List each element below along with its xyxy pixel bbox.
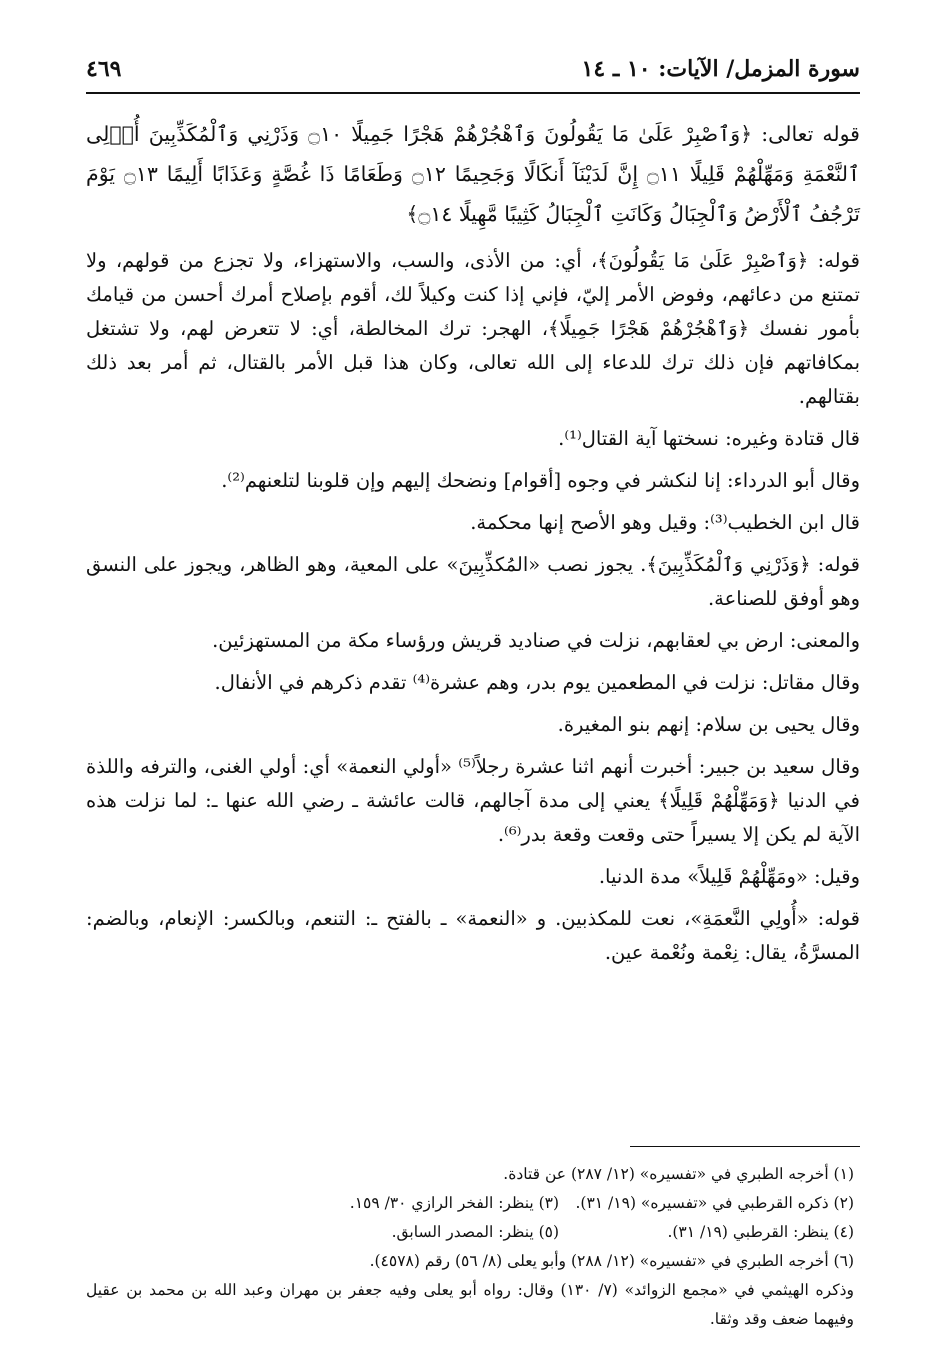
footnote-1: (١) أخرجه الطبري في «تفسيره» (١٢/ ٢٨٧) عن قتادة. bbox=[503, 1165, 854, 1183]
paragraph: وقيل: «ومَهِّلْهُمْ قَلِيلاً» مدة الدنيا. bbox=[598, 865, 860, 888]
paragraph: قال ابن الخطيب⁽³⁾: وقيل وهو الأصح إنها محكمة. bbox=[470, 511, 860, 534]
footnote-6: (٦) أخرجه الطبري في «تفسيره» (١٢/ ٢٨٨) وأبو يعلى (٨/ ٥٦) رقم (٤٥٧٨). bbox=[369, 1252, 854, 1270]
page-number: ٤٦٩ bbox=[86, 56, 122, 82]
footnote-2: (٢) ذكره القرطبي في «تفسيره» (١٩/ ٣١). bbox=[575, 1194, 854, 1212]
paragraph: قوله: ﴿وَذَرْنِي وَٱلْمُكَذِّبِينَ﴾. يجوز نصب «المُكذِّبِينَ» على المعية، وهو الظاهر، ويجوز على النسق وهو أوفق للصناعة. bbox=[86, 553, 860, 610]
footnote-5: (٥) ينظر: المصدر السابق. bbox=[391, 1223, 560, 1241]
verse-paragraph: قوله تعالى: ﴿وَٱصْبِرْ عَلَىٰ مَا يَقُولُونَ وَٱهْجُرْهُمْ هَجْرًا جَمِيلًا ۝١٠ وَذَرْنِي وَٱلْمُكَذِّبِينَ أُو۟لِى ٱلنَّعْمَةِ وَمَهِّلْهُمْ قَلِيلًا ۝١١ إِنَّ لَدَيْنَآ أَنكَالًا وَجَحِيمًا ۝١٢ وَطَعَامًا ذَا غُصَّةٍ وَعَذَابًا أَلِيمًا ۝١٣ يَوْمَ تَرْجُفُ ٱلْأَرْضُ وَٱلْجِبَالُ وَكَانَتِ ٱلْجِبَالُ كَثِيبًا مَّهِيلًا ۝١٤﴾ bbox=[86, 122, 860, 226]
paragraph: قوله: ﴿وَٱصْبِرْ عَلَىٰ مَا يَقُولُونَ﴾، أي: من الأذى، والسب، والاستهزاء، ولا تجزع من قولهم، ولا تمتنع من دعائهم، وفوض الأمر إليّ، فإني إذا كنت وكيلاً لك، أقوم بإصلاح أمرك أحسن من قيامك بأمور نفسك ﴿وَٱهْجُرْهُمْ هَجْرًا جَمِيلًا﴾، الهجر: ترك المخالطة، أي: لا تتعرض لهم، ولا تشتغل بمكافاتهم فإن ذلك ترك للدعاء إلى الله تعالى، وكان هذا قبل الأمر بالقتال، ثم أمر بعد ذلك بقتالهم. bbox=[86, 249, 860, 408]
main-text bbox=[86, 114, 860, 978]
footnote-6-continuation: وذكره الهيثمي في «مجمع الزوائد» (٧/ ١٣٠) وقال: رواه أبو يعلى وفيه جعفر بن مهران وعبد الله بن محمد بن عقيل وفيهما ضعف وقد وثقا. bbox=[86, 1281, 854, 1328]
paragraph: وقال يحيى بن سلام: إنهم بنو المغيرة. bbox=[557, 713, 860, 736]
footnote-row bbox=[86, 1189, 860, 1218]
book-page bbox=[86, 52, 860, 1342]
footnote-row bbox=[86, 1218, 860, 1247]
paragraph: قال قتادة وغيره: نسختها آية القتال⁽¹⁾. bbox=[558, 427, 860, 450]
paragraph: وقال أبو الدرداء: إنا لنكشر في وجوه [أقوام] ونضحك إليهم وإن قلوبنا لتلعنهم⁽²⁾. bbox=[221, 469, 860, 492]
running-title: سورة المزمل/ الآيات: ١٠ ـ ١٤ bbox=[581, 56, 860, 82]
footnote-4: (٤) ينظر: القرطبي (١٩/ ٣١). bbox=[667, 1223, 854, 1241]
page-header bbox=[86, 52, 860, 92]
footnote-separator bbox=[630, 1146, 860, 1147]
paragraph: والمعنى: ارض بي لعقابهم، نزلت في صناديد قريش ورؤساء مكة من المستهزئين. bbox=[212, 629, 860, 652]
footnote-3: (٣) ينظر: الفخر الرازي ٣٠/ ١٥٩. bbox=[349, 1194, 560, 1212]
footnotes bbox=[86, 1160, 860, 1334]
paragraph: وقال سعيد بن جبير: أخبرت أنهم اثنا عشرة رجلاً⁽⁵⁾ «أولي النعمة» أي: أولي الغنى، والترفه واللذة في الدنيا ﴿وَمَهِّلْهُمْ قَلِيلًا﴾ يعني إلى مدة آجالهم، قالت عائشة ـ رضي الله عنها ـ: لما نزلت هذه الآية لم يكن إلا يسيراً حتى وقعت وقعة بدر⁽⁶⁾. bbox=[86, 755, 860, 846]
paragraph: وقال مقاتل: نزلت في المطعمين يوم بدر، وهم عشرة⁽⁴⁾ تقدم ذكرهم في الأنفال. bbox=[214, 671, 860, 694]
paragraph: قوله: «أُولِي النَّعمَةِ»، نعت للمكذبين. و «النعمة» ـ بالفتح ـ: التنعم، وبالكسر: الإنعام، وبالضم: المسرَّةُ، يقال: نِعْمة ونُعْمة عين. bbox=[86, 907, 860, 964]
header-rule bbox=[86, 92, 860, 94]
